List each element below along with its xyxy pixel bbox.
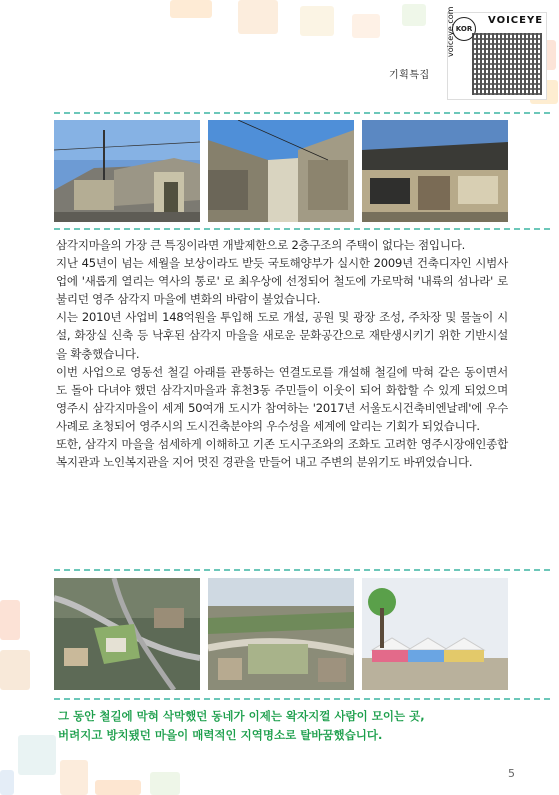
paragraph-5: 또한, 삼각지 마을을 섬세하게 이해하고 기존 도시구조와의 조화도 고려한 영주시장애인종합복지관과 노인복지관을 지어 멋진 경관을 만들어 내고 주변의 분위기도 바뀌었습니다. (56, 437, 508, 470)
caption-divider (54, 698, 550, 700)
decor-square (0, 770, 14, 795)
mid-divider (54, 228, 550, 230)
decor-square (300, 6, 334, 36)
photo-old-house (362, 120, 508, 222)
photo-village-alley (54, 120, 200, 222)
article-body (56, 236, 508, 471)
decor-square (95, 780, 141, 795)
lower-divider (54, 569, 550, 571)
voiceye-site: voiceye.com (446, 6, 455, 57)
paragraph-4: 이번 사업으로 영동선 철길 아래를 관통하는 연결도로를 개설해 철길에 막혀 같은 동이면서도 돌아 다녀야 했던 삼각지마을과 휴천3동 주민들이 이웃이 되어 화합할 수 있게 되었으며 영주시 삼각지마을이 세계 50여개 도시가 참여하는 '2017년 서울도시건축비엔날레'에 우수사례로 초청되어 영주시의 도시건축분야의 우수성을 세계에 알리는 기회가 되었습니다. (56, 364, 508, 433)
voiceye-label: VOICEYE (488, 15, 544, 26)
photo-aerial-village (54, 578, 200, 690)
decor-square (402, 4, 426, 26)
qr-code-icon (472, 33, 542, 95)
decor-square (60, 760, 88, 795)
voiceye-code[interactable] (446, 6, 547, 100)
paragraph-2: 지난 45년이 넘는 세월을 보상이라도 받듯 국토해양부가 실시한 2009년 건축디자인 시범사업에 '새롭게 열리는 역사의 통로' 로 최우상에 선정되어 철도에 가로막혀 '내륙의 섬나라' 로 불리던 영주 삼각지 마을에 변화의 바람이 불었습니다. (56, 256, 508, 307)
decor-square (18, 735, 56, 775)
section-label: 기획특집 (389, 70, 430, 81)
photo-narrow-lane (208, 120, 354, 222)
highlight-caption (58, 707, 518, 745)
photo-festival-tents (362, 578, 508, 690)
photo-town-view (208, 578, 354, 690)
decor-square (0, 650, 30, 690)
caption-line-1: 그 동안 철길에 막혀 삭막했던 동네가 이제는 왁자지껄 사람이 모이는 곳, (58, 709, 425, 723)
paragraph-1: 삼각지마을의 가장 큰 특징이라면 개발제한으로 2층구조의 주택이 없다는 점입니다. (56, 238, 466, 252)
decor-square (238, 0, 278, 34)
caption-line-2: 버려지고 방치됐던 마을이 매력적인 지역명소로 탈바꿈했습니다. (58, 728, 383, 742)
decor-square (150, 772, 180, 795)
decor-square (170, 0, 212, 18)
page-number: 5 (508, 767, 515, 780)
top-divider (54, 112, 550, 114)
decor-square (352, 14, 380, 38)
decor-square (0, 600, 20, 640)
paragraph-3: 시는 2010년 사업비 148억원을 투입해 도로 개설, 공원 및 광장 조성, 주차장 및 물놀이 시설, 화장실 신축 등 낙후된 삼각지 마을을 새로운 문화공간으로 재탄생시키기 위한 기반시설을 확충했습니다. (56, 310, 508, 361)
kor-badge-icon: KOR (452, 17, 476, 41)
